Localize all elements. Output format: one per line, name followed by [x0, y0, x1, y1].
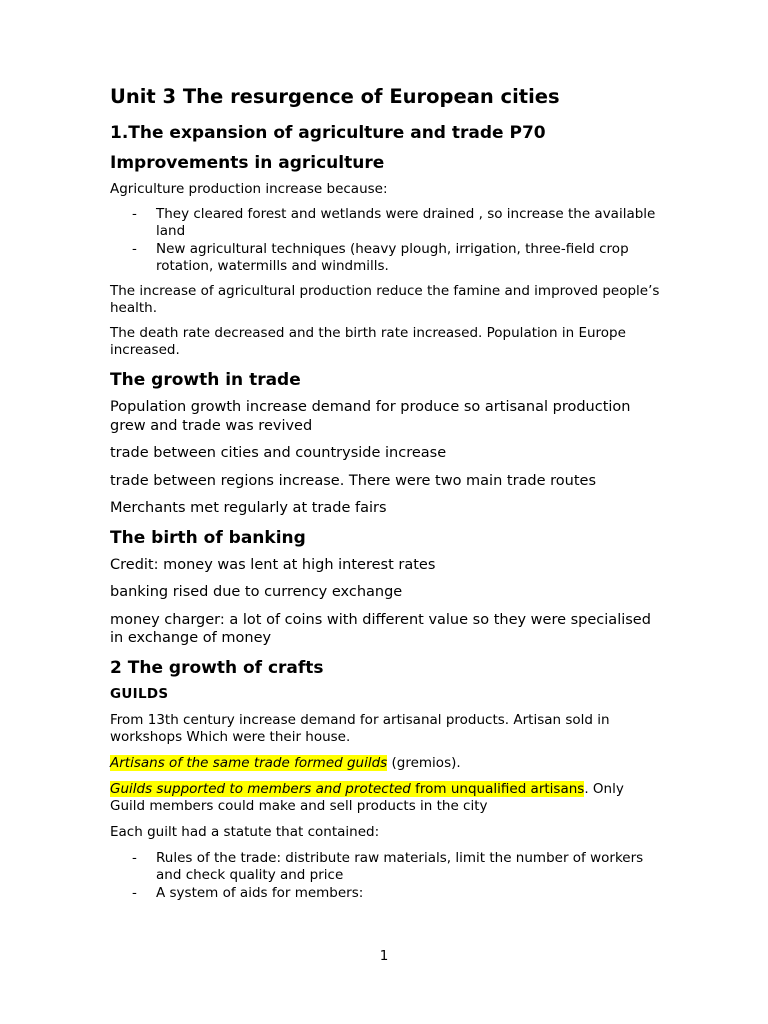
- subheading-trade: The growth in trade: [110, 370, 301, 390]
- paragraph: Merchants met regularly at trade fairs: [110, 500, 387, 516]
- section-heading-expansion: 1.The expansion of agriculture and trade P70: [110, 123, 546, 143]
- paragraph: money charger: a lot of coins with different value so they were specialised in exchange of money: [110, 611, 651, 646]
- paragraph: From 13th century increase demand for artisanal products. Artisan sold in workshops Which were their house.: [110, 711, 610, 745]
- agriculture-intro: Agriculture production increase because:: [110, 181, 388, 197]
- agriculture-bullet-list: [110, 206, 660, 275]
- paragraph: trade between cities and countryside increase: [110, 445, 447, 461]
- bullet-dash: -: [132, 884, 137, 901]
- bullet-dash: -: [132, 849, 137, 866]
- paragraph: Credit: money was lent at high interest rates: [110, 556, 436, 573]
- highlighted-text: Guilds supported to members and protected: [110, 780, 411, 797]
- subheading-agriculture: Improvements in agriculture: [110, 153, 385, 173]
- paragraph: trade between regions increase. There were two main trade routes: [110, 472, 597, 489]
- guild-statute-bullet-list: [110, 850, 660, 902]
- highlighted-text: from unqualified artisans: [410, 780, 585, 797]
- paragraph: Each guilt had a statute that contained:: [110, 823, 380, 840]
- section-heading-crafts: 2 The growth of crafts: [110, 657, 324, 678]
- page-number: 1: [379, 948, 389, 964]
- paragraph: Population growth increase demand for produce so artisanal production grew and trade was revived: [110, 399, 631, 434]
- paragraph: The increase of agricultural production reduce the famine and improved people’s health.: [110, 283, 660, 316]
- document-title: Unit 3 The resurgence of European cities: [110, 85, 560, 108]
- document-page: [110, 84, 660, 910]
- list-item: - A system of aids for members:: [132, 884, 364, 901]
- bullet-dash: -: [132, 241, 137, 257]
- paragraph: The death rate decreased and the birth rate increased. Population in Europe increased.: [110, 325, 626, 358]
- subheading-banking: The birth of banking: [110, 527, 306, 548]
- list-item: - Rules of the trade: distribute raw materials, limit the number of workers and check quality and price: [132, 849, 644, 883]
- paragraph: Guilds supported to members and protected from unqualified artisans. Only Guild members could make and sell products in the city: [110, 780, 624, 814]
- paragraph: Artisans of the same trade formed guilds (gremios).: [110, 754, 461, 771]
- bullet-dash: -: [132, 206, 137, 222]
- highlighted-text: Artisans of the same trade formed guilds: [110, 754, 388, 771]
- subheading-guilds: GUILDS: [110, 685, 169, 702]
- paragraph: banking rised due to currency exchange: [110, 584, 403, 600]
- list-item: - New agricultural techniques (heavy plough, irrigation, three-field crop rotation, watermills and windmills.: [132, 241, 629, 274]
- list-item: - They cleared forest and wetlands were drained , so increase the available land: [132, 206, 656, 239]
